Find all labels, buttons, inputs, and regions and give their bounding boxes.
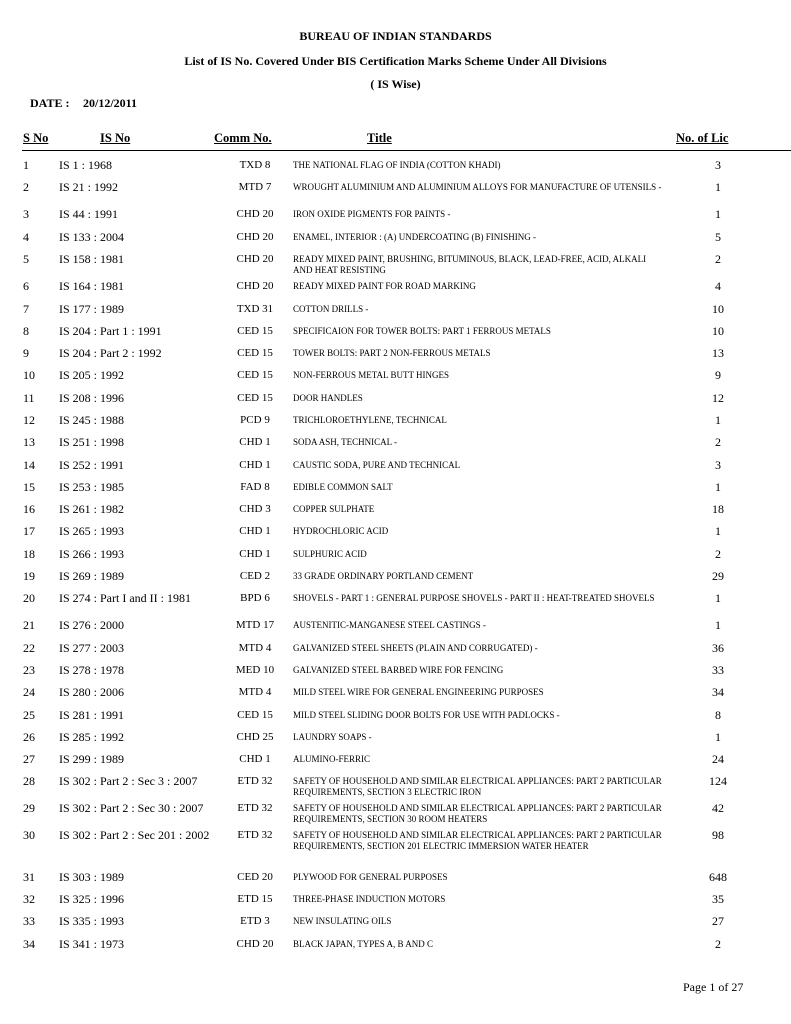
cell-lic: 1 xyxy=(715,730,721,744)
cell-title: HYDROCHLORIC ACID xyxy=(293,526,389,536)
table-row xyxy=(0,801,791,824)
cell-isno: IS 251 : 1998 xyxy=(59,435,125,449)
cell-title: CAUSTIC SODA, PURE AND TECHNICAL xyxy=(293,460,461,470)
table-row xyxy=(0,591,791,611)
table-row xyxy=(0,937,791,957)
cell-isno: IS 266 : 1993 xyxy=(59,547,125,561)
cell-lic: 24 xyxy=(712,752,724,766)
column-header-title: Title xyxy=(367,131,392,145)
page-number: Page 1 of 27 xyxy=(683,980,744,994)
table-row xyxy=(0,752,791,772)
table-row xyxy=(0,730,791,750)
table-row xyxy=(0,346,791,366)
cell-comm: PCD 9 xyxy=(240,414,270,426)
cell-isno: IS 265 : 1993 xyxy=(59,524,125,538)
cell-sno: 1 xyxy=(23,158,29,172)
table-row xyxy=(0,828,791,851)
cell-title: TRICHLOROETHYLENE, TECHNICAL xyxy=(293,415,447,425)
cell-lic: 1 xyxy=(715,413,721,427)
cell-isno: IS 302 : Part 2 : Sec 201 : 2002 xyxy=(59,828,210,842)
cell-sno: 11 xyxy=(23,391,35,405)
cell-isno: IS 341 : 1973 xyxy=(59,937,125,951)
column-header-lic: No. of Lic xyxy=(676,131,729,145)
cell-title: AUSTENITIC-MANGANESE STEEL CASTINGS - xyxy=(293,620,486,630)
cell-comm: MTD 4 xyxy=(238,686,272,698)
cell-isno: IS 44 : 1991 xyxy=(59,207,119,221)
cell-lic: 2 xyxy=(715,252,721,266)
cell-isno: IS 204 : Part 1 : 1991 xyxy=(59,324,162,338)
cell-title: BLACK JAPAN, TYPES A, B AND C xyxy=(293,939,434,949)
cell-lic: 8 xyxy=(715,708,721,722)
cell-comm: CHD 1 xyxy=(239,525,271,537)
cell-isno: IS 133 : 2004 xyxy=(59,230,125,244)
table-row xyxy=(0,302,791,322)
cell-comm: ETD 32 xyxy=(237,802,273,814)
cell-comm: TXD 8 xyxy=(239,159,271,171)
cell-comm: CHD 20 xyxy=(236,208,274,220)
cell-lic: 124 xyxy=(709,774,727,788)
cell-title: TOWER BOLTS: PART 2 NON-FERROUS METALS xyxy=(293,348,491,358)
cell-sno: 14 xyxy=(23,458,35,472)
cell-sno: 7 xyxy=(23,302,29,316)
cell-title: SHOVELS - PART 1 : GENERAL PURPOSE SHOVELS - PART II : HEAT-TREATED SHOVELS xyxy=(293,593,655,603)
cell-sno: 18 xyxy=(23,547,35,561)
cell-title: COTTON DRILLS - xyxy=(293,304,369,314)
table-row xyxy=(0,524,791,544)
cell-lic: 648 xyxy=(709,870,727,884)
cell-sno: 25 xyxy=(23,708,35,722)
cell-title: READY MIXED PAINT FOR ROAD MARKING xyxy=(293,281,476,291)
table-row xyxy=(0,279,791,299)
cell-lic: 10 xyxy=(712,302,724,316)
cell-title: WROUGHT ALUMINIUM AND ALUMINIUM ALLOYS FOR MANUFACTURE OF UTENSILS - xyxy=(293,182,662,192)
cell-title: THREE-PHASE INDUCTION MOTORS xyxy=(293,894,446,904)
cell-comm: CED 15 xyxy=(237,392,273,404)
table-row xyxy=(0,641,791,661)
cell-title: MILD STEEL SLIDING DOOR BOLTS FOR USE WITH PADLOCKS - xyxy=(293,710,560,720)
cell-isno: IS 277 : 2003 xyxy=(59,641,125,655)
cell-lic: 13 xyxy=(712,346,724,360)
cell-isno: IS 252 : 1991 xyxy=(59,458,125,472)
cell-isno: IS 177 : 1989 xyxy=(59,302,125,316)
cell-lic: 2 xyxy=(715,547,721,561)
cell-title: ENAMEL, INTERIOR : (A) UNDERCOATING (B) FINISHING - xyxy=(293,232,536,242)
table-row xyxy=(0,480,791,500)
cell-comm: BPD 6 xyxy=(240,592,270,604)
column-header-comm: Comm No. xyxy=(214,131,272,145)
cell-lic: 42 xyxy=(712,801,724,815)
cell-comm: CED 15 xyxy=(237,709,273,721)
cell-lic: 12 xyxy=(712,391,724,405)
cell-comm: CHD 1 xyxy=(239,459,271,471)
cell-lic: 2 xyxy=(715,937,721,951)
cell-isno: IS 1 : 1968 xyxy=(59,158,113,172)
cell-comm: CED 2 xyxy=(239,570,271,582)
cell-comm: CHD 20 xyxy=(236,938,274,950)
cell-comm: MTD 17 xyxy=(235,619,275,631)
cell-lic: 1 xyxy=(715,180,721,194)
column-header-sno: S No xyxy=(23,131,49,145)
cell-lic: 34 xyxy=(712,685,724,699)
cell-title: DOOR HANDLES xyxy=(293,393,363,403)
cell-sno: 26 xyxy=(23,730,35,744)
cell-isno: IS 269 : 1989 xyxy=(59,569,125,583)
table-row xyxy=(0,914,791,934)
table-row xyxy=(0,708,791,728)
table-row xyxy=(0,207,791,227)
cell-lic: 35 xyxy=(712,892,724,906)
cell-comm: CED 15 xyxy=(237,325,273,337)
cell-isno: IS 158 : 1981 xyxy=(59,252,125,266)
cell-comm: TXD 31 xyxy=(236,303,274,315)
table-row xyxy=(0,252,791,275)
cell-isno: IS 285 : 1992 xyxy=(59,730,125,744)
table-row xyxy=(0,180,791,200)
cell-isno: IS 303 : 1989 xyxy=(59,870,125,884)
cell-comm: CHD 20 xyxy=(236,280,274,292)
cell-sno: 28 xyxy=(23,774,35,788)
cell-isno: IS 204 : Part 2 : 1992 xyxy=(59,346,162,360)
cell-title: SAFETY OF HOUSEHOLD AND SIMILAR ELECTRICAL APPLIANCES: PART 2 PARTICULAR REQUIREMENTS, SECTION 201 ELECTRIC IMMERSION WATER HEATER xyxy=(293,830,662,851)
document-list-title: List of IS No. Covered Under BIS Certification Marks Scheme Under All Divisions xyxy=(184,54,607,68)
cell-lic: 4 xyxy=(715,279,721,293)
cell-comm: MTD 4 xyxy=(238,642,272,654)
document-org-title: BUREAU OF INDIAN STANDARDS xyxy=(299,29,492,43)
table-row xyxy=(0,391,791,411)
cell-sno: 6 xyxy=(23,279,29,293)
cell-title: COPPER SULPHATE xyxy=(293,504,375,514)
cell-sno: 33 xyxy=(23,914,35,928)
table-row xyxy=(0,892,791,912)
cell-sno: 21 xyxy=(23,618,35,632)
cell-lic: 10 xyxy=(712,324,724,338)
cell-lic: 2 xyxy=(715,435,721,449)
cell-sno: 24 xyxy=(23,685,35,699)
cell-sno: 15 xyxy=(23,480,35,494)
cell-comm: CHD 1 xyxy=(239,436,271,448)
cell-sno: 34 xyxy=(23,937,35,951)
cell-sno: 19 xyxy=(23,569,35,583)
cell-title: NON-FERROUS METAL BUTT HINGES xyxy=(293,370,450,380)
cell-lic: 1 xyxy=(715,618,721,632)
cell-comm: FAD 8 xyxy=(240,481,270,493)
table-row xyxy=(0,774,791,797)
table-row xyxy=(0,230,791,250)
cell-sno: 30 xyxy=(23,828,35,842)
cell-isno: IS 253 : 1985 xyxy=(59,480,125,494)
cell-title: SAFETY OF HOUSEHOLD AND SIMILAR ELECTRICAL APPLIANCES: PART 2 PARTICULAR REQUIREMENTS, SECTION 30 ROOM HEATERS xyxy=(293,803,662,824)
table-row xyxy=(0,569,791,589)
cell-lic: 1 xyxy=(715,591,721,605)
cell-sno: 13 xyxy=(23,435,35,449)
cell-title: IRON OXIDE PIGMENTS FOR PAINTS - xyxy=(293,209,451,219)
cell-lic: 27 xyxy=(712,914,724,928)
cell-sno: 9 xyxy=(23,346,29,360)
cell-sno: 5 xyxy=(23,252,29,266)
cell-title: SULPHURIC ACID xyxy=(293,549,367,559)
table-row xyxy=(0,458,791,478)
table-row xyxy=(0,870,791,890)
cell-isno: IS 299 : 1989 xyxy=(59,752,125,766)
cell-sno: 32 xyxy=(23,892,35,906)
cell-comm: CHD 3 xyxy=(239,503,271,515)
cell-title: SAFETY OF HOUSEHOLD AND SIMILAR ELECTRICAL APPLIANCES: PART 2 PARTICULAR REQUIREMENTS, SECTION 3 ELECTRIC IRON xyxy=(293,776,662,797)
cell-isno: IS 208 : 1996 xyxy=(59,391,125,405)
cell-comm: CHD 1 xyxy=(239,753,271,765)
cell-sno: 2 xyxy=(23,180,29,194)
cell-lic: 29 xyxy=(712,569,724,583)
cell-lic: 98 xyxy=(712,828,724,842)
cell-title: MILD STEEL WIRE FOR GENERAL ENGINEERING PURPOSES xyxy=(293,687,544,697)
cell-comm: CED 15 xyxy=(237,369,273,381)
cell-lic: 1 xyxy=(715,207,721,221)
cell-lic: 33 xyxy=(712,663,724,677)
cell-isno: IS 335 : 1993 xyxy=(59,914,125,928)
cell-sno: 29 xyxy=(23,801,35,815)
table-row xyxy=(0,685,791,705)
cell-isno: IS 261 : 1982 xyxy=(59,502,125,516)
cell-title: ALUMINO-FERRIC xyxy=(293,754,371,764)
cell-sno: 22 xyxy=(23,641,35,655)
cell-lic: 36 xyxy=(712,641,724,655)
cell-sno: 3 xyxy=(23,207,29,221)
cell-title: LAUNDRY SOAPS - xyxy=(293,732,372,742)
cell-lic: 5 xyxy=(715,230,721,244)
cell-isno: IS 164 : 1981 xyxy=(59,279,125,293)
cell-lic: 3 xyxy=(715,458,721,472)
cell-title: PLYWOOD FOR GENERAL PURPOSES xyxy=(293,872,448,882)
cell-title: GALVANIZED STEEL BARBED WIRE FOR FENCING xyxy=(293,665,504,675)
cell-isno: IS 276 : 2000 xyxy=(59,618,125,632)
table-row xyxy=(0,618,791,638)
cell-isno: IS 325 : 1996 xyxy=(59,892,125,906)
cell-lic: 18 xyxy=(712,502,724,516)
cell-isno: IS 274 : Part I and II : 1981 xyxy=(59,591,191,605)
table-row xyxy=(0,368,791,388)
cell-comm: CED 15 xyxy=(237,347,273,359)
cell-title: GALVANIZED STEEL SHEETS (PLAIN AND CORRUGATED) - xyxy=(293,643,538,653)
cell-comm: MTD 7 xyxy=(238,181,272,193)
cell-isno: IS 278 : 1978 xyxy=(59,663,125,677)
cell-title: SPECIFICAION FOR TOWER BOLTS: PART 1 FERROUS METALS xyxy=(293,326,551,336)
cell-sno: 17 xyxy=(23,524,35,538)
cell-comm: MED 10 xyxy=(235,664,275,676)
date-value: 20/12/2011 xyxy=(83,96,138,110)
cell-title: NEW INSULATING OILS xyxy=(293,916,392,926)
cell-comm: CED 20 xyxy=(237,871,273,883)
cell-comm: CHD 20 xyxy=(236,253,274,265)
cell-isno: IS 280 : 2006 xyxy=(59,685,125,699)
cell-sno: 4 xyxy=(23,230,29,244)
table-row xyxy=(0,547,791,567)
table-row xyxy=(0,158,791,178)
cell-sno: 8 xyxy=(23,324,29,338)
cell-lic: 3 xyxy=(715,158,721,172)
cell-lic: 1 xyxy=(715,524,721,538)
cell-sno: 31 xyxy=(23,870,35,884)
cell-sno: 10 xyxy=(23,368,35,382)
cell-comm: ETD 32 xyxy=(237,775,273,787)
cell-title: SODA ASH, TECHNICAL - xyxy=(293,437,398,447)
cell-comm: ETD 32 xyxy=(237,829,273,841)
cell-sno: 27 xyxy=(23,752,35,766)
cell-sno: 12 xyxy=(23,413,35,427)
column-header-isno: IS No xyxy=(100,131,131,145)
date-label: DATE : xyxy=(30,96,70,110)
cell-isno: IS 302 : Part 2 : Sec 30 : 2007 xyxy=(59,801,204,815)
cell-sno: 20 xyxy=(23,591,35,605)
cell-comm: ETD 3 xyxy=(240,915,270,927)
cell-sno: 23 xyxy=(23,663,35,677)
cell-comm: CHD 20 xyxy=(236,231,274,243)
cell-isno: IS 302 : Part 2 : Sec 3 : 2007 xyxy=(59,774,198,788)
document-subtitle: ( IS Wise) xyxy=(370,77,421,91)
cell-isno: IS 21 : 1992 xyxy=(59,180,119,194)
cell-lic: 1 xyxy=(715,480,721,494)
cell-title: EDIBLE COMMON SALT xyxy=(293,482,393,492)
cell-sno: 16 xyxy=(23,502,35,516)
cell-isno: IS 245 : 1988 xyxy=(59,413,125,427)
cell-isno: IS 281 : 1991 xyxy=(59,708,125,722)
table-row xyxy=(0,413,791,433)
cell-comm: CHD 25 xyxy=(236,731,274,743)
table-row xyxy=(0,324,791,344)
table-row xyxy=(0,502,791,522)
cell-comm: ETD 15 xyxy=(237,893,273,905)
cell-comm: CHD 1 xyxy=(239,548,271,560)
cell-title: THE NATIONAL FLAG OF INDIA (COTTON KHADI) xyxy=(293,160,501,170)
cell-title: 33 GRADE ORDINARY PORTLAND CEMENT xyxy=(293,571,474,581)
table-row xyxy=(0,435,791,455)
cell-lic: 9 xyxy=(715,368,721,382)
cell-isno: IS 205 : 1992 xyxy=(59,368,125,382)
cell-title: READY MIXED PAINT, BRUSHING, BITUMINOUS, BLACK, LEAD-FREE, ACID, ALKALI AND HEAT RESISTING xyxy=(293,254,647,275)
table-row xyxy=(0,663,791,683)
